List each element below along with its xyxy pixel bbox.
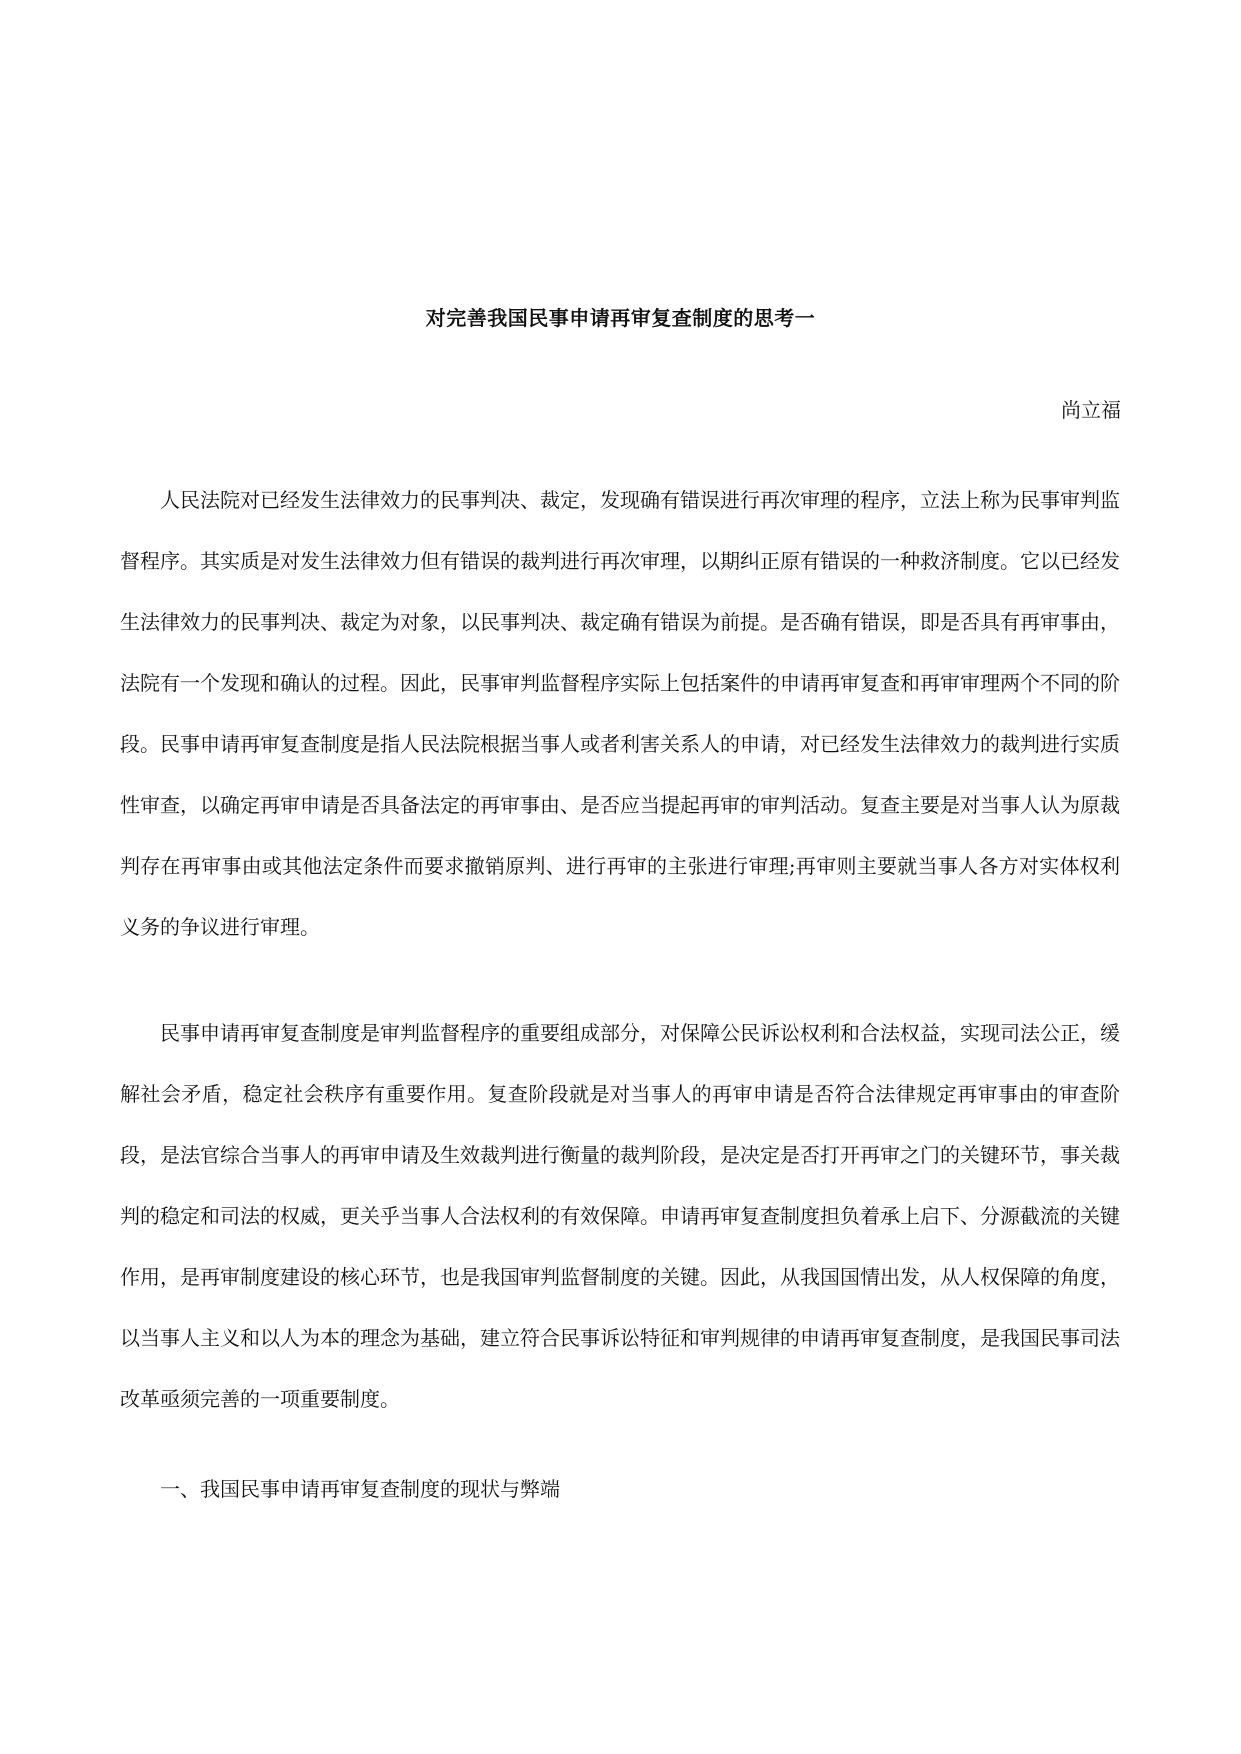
author-name: 尚立福 — [1061, 398, 1121, 422]
body-paragraph: 人民法院对已经发生法律效力的民事判决、裁定，发现确有错误进行再次审理的程序，立法上称为民事审判监督程序。其实质是对发生法律效力但有错误的裁判进行再次审理，以期纠正原有错误的一种救济制度。它以已经发生法律效力的民事判决、裁定为对象，以民事判决、裁定确有错误为前提。是否确有错误，即是否具有再审事由，法院有一个发现和确认的过程。因此，民事审判监督程序实际上包括案件的申请再审复查和再审审理两个不同的阶段。民事申请再审复查制度是指人民法院根据当事人或者利害关系人的申请，对已经发生法律效力的裁判进行实质性审查，以确定再审申请是否具备法定的再审事由、是否应当提起再审的审判活动。复查主要是对当事人认为原裁判存在再审事由或其他法定条件而要求撤销原判、进行再审的主张进行审理;再审则主要就当事人各方对实体权利义务的争议进行审理。 — [120, 488, 1120, 939]
document-title: 对完善我国民事申请再审复查制度的思考一 — [425, 306, 816, 330]
section-heading: 一、我国民事申请再审复查制度的现状与弊端 — [160, 1477, 560, 1501]
body-paragraph: 民事申请再审复查制度是审判监督程序的重要组成部分，对保障公民诉讼权利和合法权益，实现司法公正，缓解社会矛盾，稳定社会秩序有重要作用。复查阶段就是对当事人的再审申请是否符合法律规定再审事由的审查阶段，是法官综合当事人的再审申请及生效裁判进行衡量的裁判阶段，是决定是否打开再审之门的关键环节，事关裁判的稳定和司法的权威，更关乎当事人合法权利的有效保障。申请再审复查制度担负着承上启下、分源截流的关键作用，是再审制度建设的核心环节，也是我国审判监督制度的关键。因此，从我国国情出发，从人权保障的角度，以当事人主义和以人为本的理念为基础，建立符合民事诉讼特征和审判规律的申请再审复查制度，是我国民事司法改革亟须完善的一项重要制度。 — [120, 1021, 1120, 1411]
